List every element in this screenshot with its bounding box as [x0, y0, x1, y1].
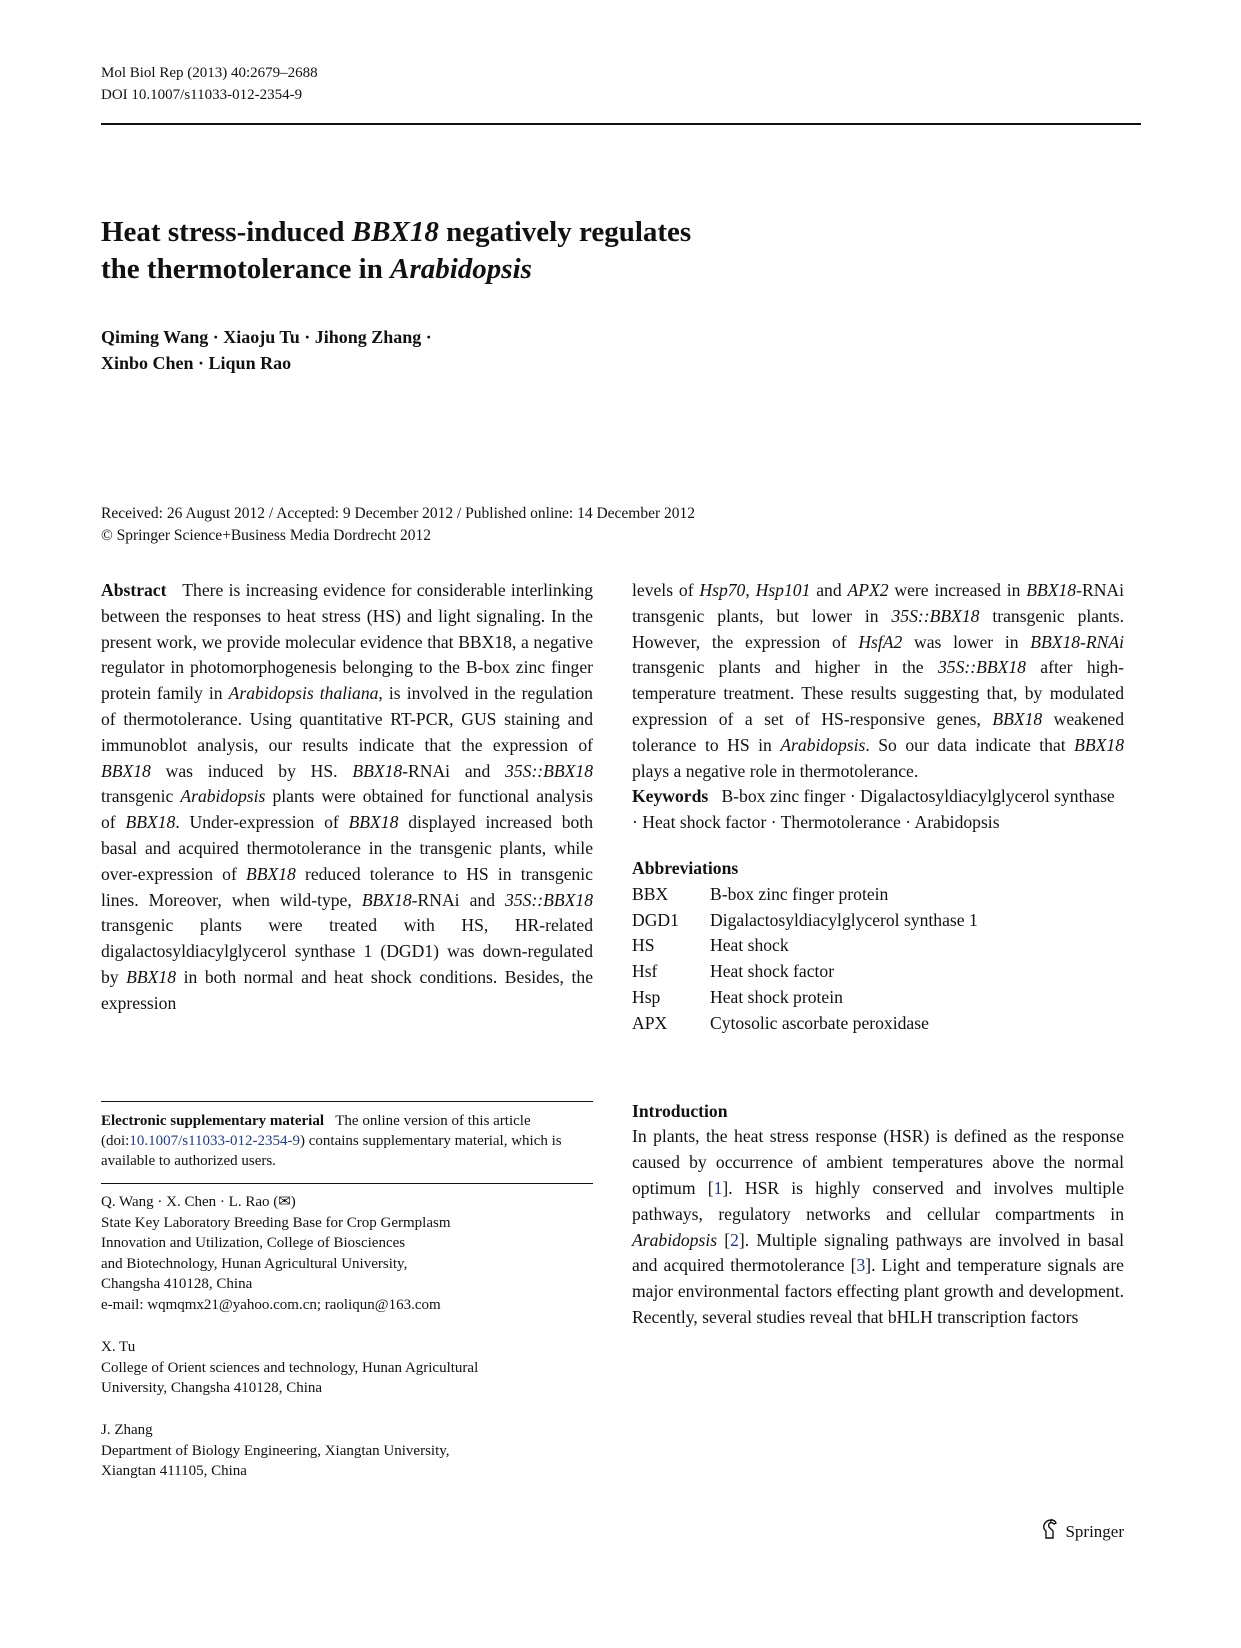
- citation-link[interactable]: 3: [856, 1255, 866, 1276]
- affiliation-line: State Key Laboratory Breeding Base for Crop Germplasm: [101, 1214, 451, 1231]
- intro-text: Arabidopsis: [632, 1229, 718, 1250]
- abbreviation-definition: Heat shock: [710, 935, 789, 956]
- footnote-rule: [101, 1101, 593, 1102]
- esm-doi-link[interactable]: 10.1007/s11033-012-2354-9: [129, 1133, 301, 1149]
- keywords-label: Keywords: [632, 786, 709, 807]
- esm-label: Electronic supplementary material: [101, 1113, 325, 1129]
- abbreviation-row: [632, 882, 1124, 908]
- publication-dates: [101, 503, 1141, 547]
- abstract-text: transgenic plants. However, the expression of: [632, 605, 1124, 652]
- abstract-text: plays a negative role in thermotolerance.: [632, 760, 919, 781]
- abbreviation-term: Hsf: [632, 961, 658, 982]
- abstract-text: BBX18: [1026, 580, 1077, 600]
- intro-text: ]. Light and temperature signals are major environmental factors effecting plant growth and development. Recently, several studies reveal that bHLH transcription factors: [632, 1255, 1124, 1327]
- header-rule: [101, 123, 1141, 125]
- title-gene: BBX18: [351, 216, 439, 248]
- authors-line1: Qiming Wang · Xiaoju Tu · Jihong Zhang ·: [101, 327, 432, 347]
- affiliation-line: and Biotechnology, Hunan Agricultural University,: [101, 1255, 408, 1272]
- abstract-text: 35S::BBX18: [891, 605, 980, 626]
- abbreviation-row: [632, 959, 1124, 985]
- abstract-text: BBX18: [992, 708, 1043, 729]
- abstract-text: 35S::BBX18: [505, 760, 593, 781]
- abstract-text: There is increasing evidence for considerable interlinking between the responses to heat stress (HS) and light signaling. In the present work, we provide molecular evidence that BBX18, a negative regulator in photomorphogenesis belonging to the B-box zinc finger protein family in: [101, 580, 593, 704]
- abbreviation-definition: Cytosolic ascorbate peroxidase: [710, 1012, 929, 1033]
- journal-line: Mol Biol Rep (2013) 40:2679–2688: [101, 65, 318, 81]
- abstract-text: plants were obtained for functional analysis of: [101, 786, 593, 833]
- abbreviation-term: HS: [632, 935, 655, 956]
- abstract-text: displayed increased both basal and acquired thermotolerance in the transgenic plants, while over-expression of: [101, 812, 593, 884]
- abstract-text: transgenic: [101, 786, 181, 807]
- intro-text: ]. HSR is highly conserved and involves multiple pathways, regulatory networks and cellular compartments in: [632, 1177, 1125, 1224]
- footnote-rule: [101, 1183, 593, 1184]
- abstract-text: -RNAi and: [402, 760, 506, 781]
- citation-link[interactable]: 2: [730, 1229, 739, 1250]
- abstract-text: after high-temperature treatment. These results suggesting that, by modulated expression of a set of HS-responsive genes,: [632, 657, 1124, 729]
- abbreviations-heading: Abbreviations: [632, 857, 739, 878]
- abstract-text: Hsp70: [699, 580, 746, 600]
- affiliation-line: University, Changsha 410128, China: [101, 1380, 323, 1396]
- esm-text: ) contains supplementary material, which is available to authorized users.: [101, 1133, 562, 1169]
- affiliation-line: College of Orient sciences and technology, Hunan Agricultural: [101, 1359, 479, 1376]
- abbreviation-term: APX: [632, 1012, 668, 1033]
- journal-citation: [101, 62, 318, 106]
- abstract-text: BBX18: [361, 889, 412, 910]
- abstract-text: transgenic plants were treated with HS, HR-related digalactosyldiacylglycerol synthase 1 (DGD1) was down-regulated by: [101, 915, 593, 987]
- abbreviation-row: [632, 985, 1124, 1011]
- abstract-text: Hsp101: [755, 580, 811, 600]
- abstract-text: BBX18: [1074, 734, 1124, 755]
- abbreviations-list: [632, 882, 1124, 1037]
- supplementary-note: [101, 1111, 593, 1171]
- abstract-text: 35S::BBX18: [937, 657, 1026, 678]
- affiliation-line: Department of Biology Engineering, Xiangtan University,: [101, 1442, 450, 1459]
- abstract-text: Arabidopsis: [780, 734, 866, 755]
- springer-horse-icon: [1040, 1518, 1060, 1545]
- affiliation-names: Q. Wang · X. Chen · L. Rao (✉): [101, 1194, 296, 1210]
- abbreviation-definition: Heat shock protein: [710, 986, 843, 1007]
- doi-line: DOI 10.1007/s11033-012-2354-9: [101, 87, 303, 103]
- abstract-text: BBX18: [125, 812, 176, 833]
- abstract-text: -RNAi and: [411, 889, 506, 910]
- abbreviation-definition: Heat shock factor: [710, 961, 835, 982]
- abbreviation-term: BBX: [632, 883, 669, 904]
- abstract-label: Abstract: [101, 580, 167, 600]
- affiliation-line: Innovation and Utilization, College of Biosciences: [101, 1235, 406, 1251]
- abstract-text: . Under-expression of: [175, 812, 349, 833]
- abstract-text: were increased in: [888, 580, 1027, 600]
- dates-line: Received: 26 August 2012 / Accepted: 9 December 2012 / Published online: 14 December 2012: [101, 505, 696, 522]
- intro-text: [: [717, 1229, 731, 1250]
- introduction-text: [632, 1124, 1124, 1330]
- affiliation-names: J. Zhang: [101, 1422, 153, 1438]
- paper-title: [101, 214, 1001, 288]
- abstract-text: 35S::BBX18: [505, 889, 593, 910]
- abstract-text: was lower in: [902, 631, 1031, 652]
- abbreviation-definition: B-box zinc finger protein: [710, 883, 889, 904]
- abbreviation-term: Hsp: [632, 986, 661, 1007]
- abbreviation-term: DGD1: [632, 909, 679, 930]
- publisher-name: Springer: [1065, 1521, 1124, 1541]
- affiliation-1: [101, 1192, 593, 1315]
- abstract-text: was induced by HS.: [150, 760, 353, 781]
- authors-line2: Xinbo Chen · Liqun Rao: [101, 353, 292, 373]
- keywords: [632, 784, 1124, 836]
- abstract-text: in both normal and heat shock conditions. Besides, the expression: [101, 966, 593, 1013]
- abstract-text: APX2: [847, 580, 889, 600]
- abstract-text: ,: [745, 580, 756, 600]
- affiliation-email[interactable]: e-mail: wqmqmx21@yahoo.com.cn; raoliqun@163.com: [101, 1296, 441, 1313]
- abbreviation-row: [632, 1011, 1124, 1037]
- abstract-text: reduced tolerance to HS in transgenic lines. Moreover, when wild-type,: [101, 863, 593, 910]
- abbreviation-row: [632, 933, 1124, 959]
- affiliation-3: [101, 1420, 593, 1482]
- title-part2: negatively regulates: [438, 216, 692, 248]
- intro-text: ]. Multiple signaling pathways are involved in basal and acquired thermotolerance [: [632, 1229, 1124, 1276]
- abstract-text: . So our data indicate that: [865, 734, 1075, 755]
- keywords-text: B-box zinc finger · Digalactosyldiacylglycerol synthase · Heat shock factor · Thermotolerance · Arabidopsis: [632, 786, 1115, 833]
- abbreviation-row: [632, 908, 1124, 934]
- title-part3: the thermotolerance in: [101, 253, 391, 285]
- abstract-text: BBX18: [352, 760, 403, 781]
- publisher-logo: [1040, 1518, 1124, 1545]
- abstract-text: Arabidopsis thaliana: [228, 683, 379, 704]
- abstract-text: weakened tolerance to HS in: [632, 708, 1124, 755]
- copyright-line: © Springer Science+Business Media Dordrecht 2012: [101, 527, 432, 544]
- introduction-heading: Introduction: [632, 1100, 728, 1121]
- affiliation-2: [101, 1337, 593, 1399]
- affiliation-line: Xiangtan 411105, China: [101, 1463, 247, 1479]
- abbreviation-definition: Digalactosyldiacylglycerol synthase 1: [710, 909, 978, 930]
- abstract-text: BBX18: [245, 863, 296, 884]
- abstract-text: HsfA2: [858, 631, 903, 652]
- abstract-text: BBX18: [126, 966, 177, 987]
- abstract-left: [101, 578, 593, 1017]
- abstract-text: transgenic plants and higher in the: [632, 657, 938, 678]
- abstract-text: and: [810, 580, 848, 600]
- citation-link[interactable]: 1: [713, 1177, 723, 1198]
- author-list: [101, 324, 801, 376]
- affiliation-names: X. Tu: [101, 1339, 136, 1355]
- title-organism: Arabidopsis: [390, 253, 532, 285]
- affiliation-line: Changsha 410128, China: [101, 1276, 253, 1292]
- right-column: [632, 578, 1124, 1331]
- intro-text: In plants, the heat stress response (HSR) is defined as the response caused by occurrence of ambient temperatures above the normal optimum [: [632, 1126, 1124, 1198]
- abstract-text: , is involved in the regulation of thermotolerance. Using quantitative RT-PCR, GUS staining and immunoblot analysis, our results indicate that the expression of: [101, 683, 593, 755]
- abstract-text: levels of: [632, 580, 700, 600]
- abstract-text: BBX18: [348, 812, 399, 833]
- abstract-text: Arabidopsis: [180, 786, 266, 807]
- esm-text: The online version of this article (doi:: [101, 1113, 531, 1149]
- abstract-text: -RNAi transgenic plants, but lower in: [632, 580, 1125, 626]
- abstract-continued: [632, 578, 1124, 784]
- abstract-text: BBX18-RNAi: [1030, 631, 1125, 652]
- abstract-text: BBX18: [101, 760, 151, 781]
- title-part1: Heat stress-induced: [101, 216, 352, 248]
